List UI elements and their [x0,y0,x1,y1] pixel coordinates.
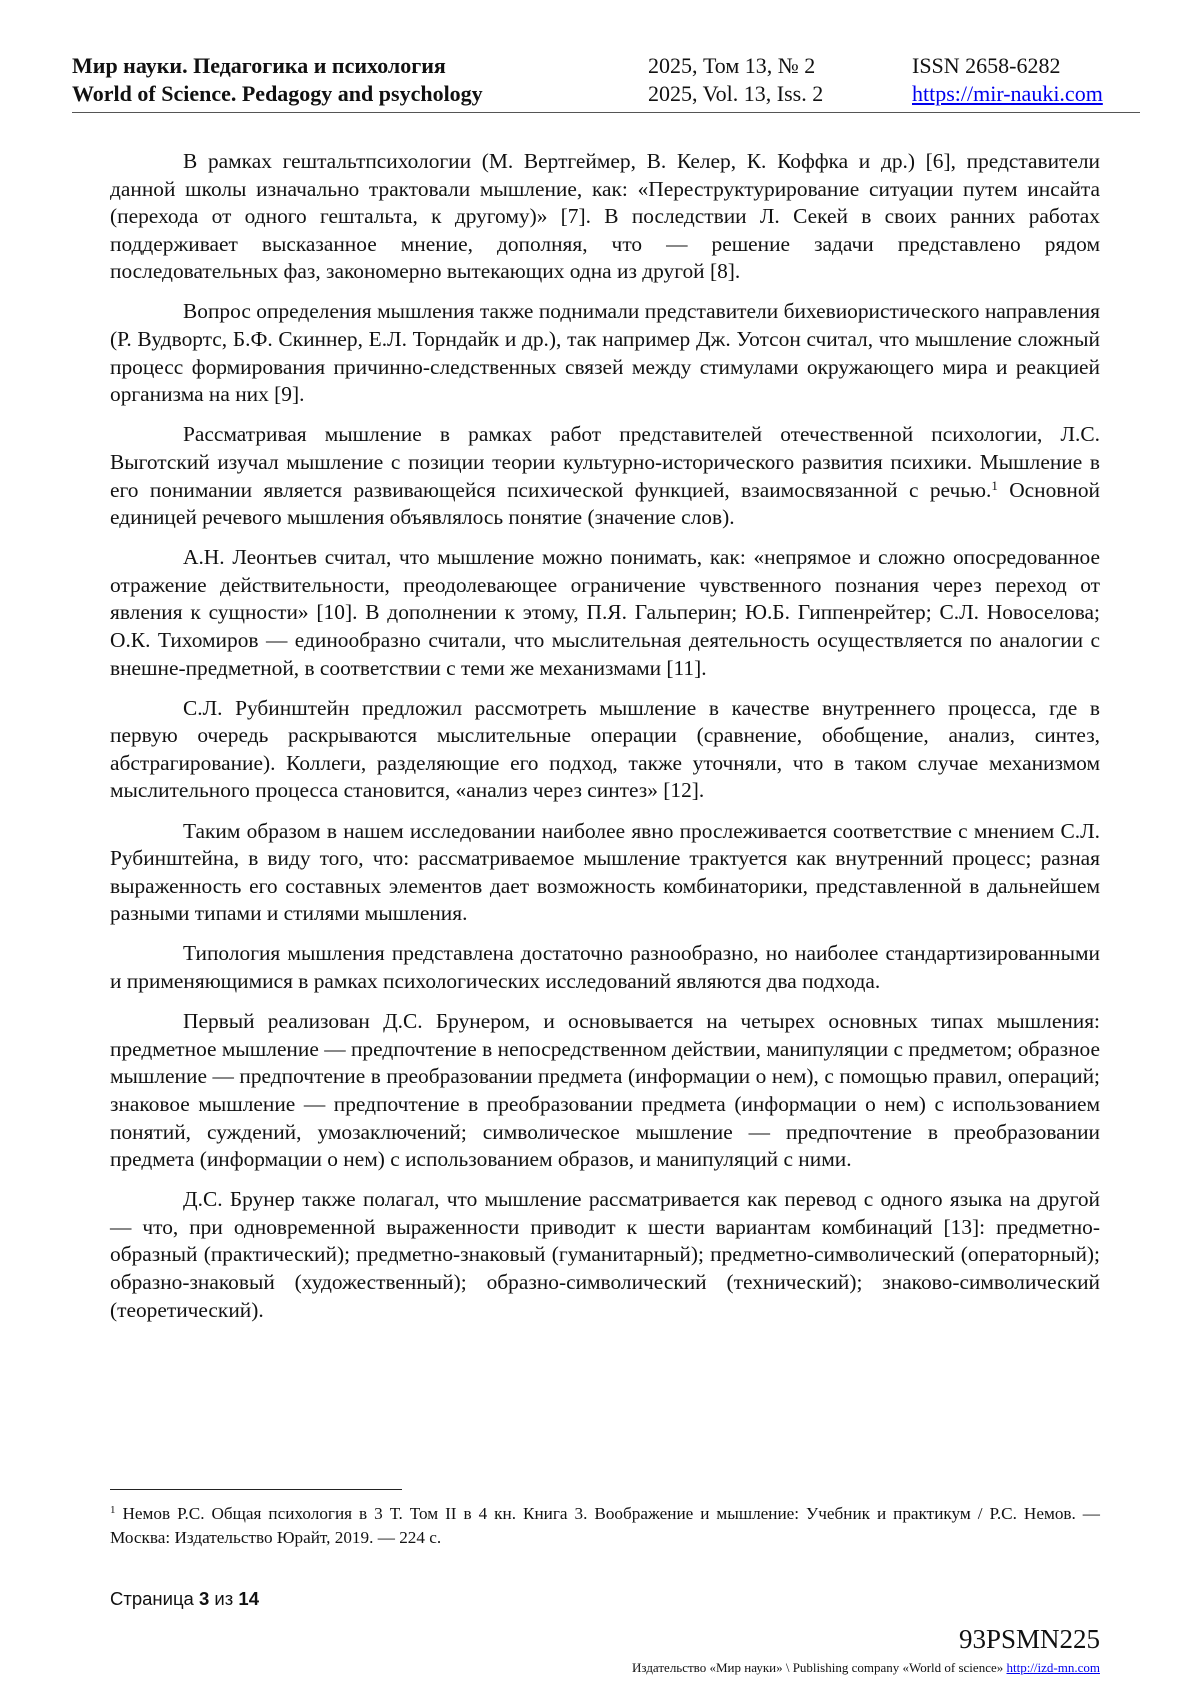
journal-title-en: World of Science. Pedagogy and psychology [72,81,483,106]
article-code: 93PSMN225 [958,1624,1100,1654]
page-current: 3 [199,1588,210,1609]
issue-info [648,52,823,108]
publisher-url-link[interactable]: http://izd-mn.com [1006,1660,1100,1675]
footnote-divider [110,1489,402,1490]
footnote [110,1502,1100,1550]
footnote-marker: 1 [110,1504,116,1516]
article-body [110,148,1100,1337]
paragraph-4: А.Н. Леонтьев считал, что мышление можно понимать, как: «непрямое и сложно опосредованное отражение действительности, преодолевающее ограничение чувственного познания через переход от явления к сущности» [10]. В дополнении к этому, П.Я. Гальперин; Ю.Б. Гиппенрейтер; С.Л. Новоселова; О.К. Тихомиров — единообразно считали, что мыслительная деятельность осуществляется по аналогии с внешне-предметной, в соответствии с теми же механизмами [11]. [110,545,1100,680]
page-number [110,1588,259,1610]
publisher-text: Издательство «Мир науки» \ Publishing company «World of science» [632,1660,1007,1675]
footnote-ref-1[interactable]: 1 [991,477,998,493]
paragraph-8: Первый реализован Д.С. Брунером, и основывается на четырех основных типах мышления: предметное мышление — предпочтение в непосредственном действии, манипуляции с предметом; образное мышление — предпочтение в преобразовании предмета (информации о нем), с помощью правил, операций; знаковое мышление — предпочтение в преобразовании предмета (информации о нем) с использованием понятий, суждений, умозаключений; символическое мышление — предпочтение в преобразовании предмета (информации о нем) с использованием образов, и манипуляций с ними. [110,1009,1100,1172]
publisher-line [632,1660,1100,1676]
issn: ISSN 2658-6282 [912,53,1061,78]
page-total: 14 [238,1588,259,1609]
paragraph-2: Вопрос определения мышления также поднимали представители бихевиористического направления (Р. Вудвортс, Б.Ф. Скиннер, Е.Л. Торндайк и др.), так например Дж. Уотсон считал, что мышление сложный процесс формирования причинно-следственных связей между стимулами окружающего мира и реакцией организма на них [9]. [110,299,1100,407]
paragraph-9: Д.С. Брунер также полагал, что мышление рассматривается как перевод с одного языка на другой — что, при одновременной выраженности приводит к шести вариантам комбинаций [13]: предметно-образный (практический); предметно-знаковый (гуманитарный); предметно-символический (операторный); образно-знаковый (художественный); образно-символический (технический); знаково-символический (теоретический). [110,1187,1100,1322]
page-header [72,50,1140,113]
page-number-middle: из [209,1588,239,1609]
paragraph-3 [110,421,1100,531]
paragraph-5: С.Л. Рубинштейн предложил рассмотреть мышление в качестве внутреннего процесса, где в первую очередь раскрываются мыслительные операции (сравнение, обобщение, анализ, синтез, абстрагирование). Коллеги, разделяющие его подход, также уточняли, что в таком случае механизмом мыслительного процесса становится, «анализ через синтез» [12]. [110,695,1100,803]
paragraph-6: Таким образом в нашем исследовании наиболее явно прослеживается соответствие с мнением С.Л. Рубинштейна, в виду того, что: рассматриваемое мышление трактуется как внутренний процесс; разная выраженность его составных элементов дает возможность комбинаторики, представленной в дальнейшем разными типами и стилями мышления. [110,818,1100,926]
journal-title [72,52,483,108]
paragraph-3-text-after: Основной единицей речевого мышления объявлялось понятие (значение слов). [110,477,1100,530]
paragraph-3-text-before: Рассматривая мышление в рамках работ представителей отечественной психологии, Л.С. Выготский изучал мышление с позиции теории культурно-исторического развития психики. Мышление в его понимании является развивающейся психической функцией, взаимосвязанной с речью. [110,422,1100,502]
footnote-text: Немов Р.С. Общая психология в 3 Т. Том II в 4 кн. Книга 3. Воображение и мышление: Учебник и практикум / Р.С. Немов. — Москва: Издательство Юрайт, 2019. — 224 с. [110,1504,1100,1547]
paragraph-7: Типология мышления представлена достаточно разнообразно, но наиболее стандартизированными и применяющимися в рамках психологических исследований являются два подхода. [110,941,1100,994]
page-number-prefix: Страница [110,1588,199,1609]
issn-block [912,52,1103,108]
paragraph-1: В рамках гештальтпсихологии (М. Вертгеймер, В. Келер, К. Коффка и др.) [6], представители данной школы изначально трактовали мышление, как: «Переструктурирование ситуации путем инсайта (перехода от одного гештальта, к другому)» [7]. В последствии Л. Секей в своих ранних работах поддерживает высказанное мнение, дополняя, что — решение задачи представлено рядом последовательных фаз, закономерно вытекающих одна из другой [8]. [110,149,1100,284]
issue-info-en: 2025, Vol. 13, Iss. 2 [648,81,824,106]
journal-url-link[interactable]: https://mir-nauki.com [912,81,1103,106]
issue-info-ru: 2025, Том 13, № 2 [648,53,816,78]
journal-title-ru: Мир науки. Педагогика и психология [72,53,446,78]
